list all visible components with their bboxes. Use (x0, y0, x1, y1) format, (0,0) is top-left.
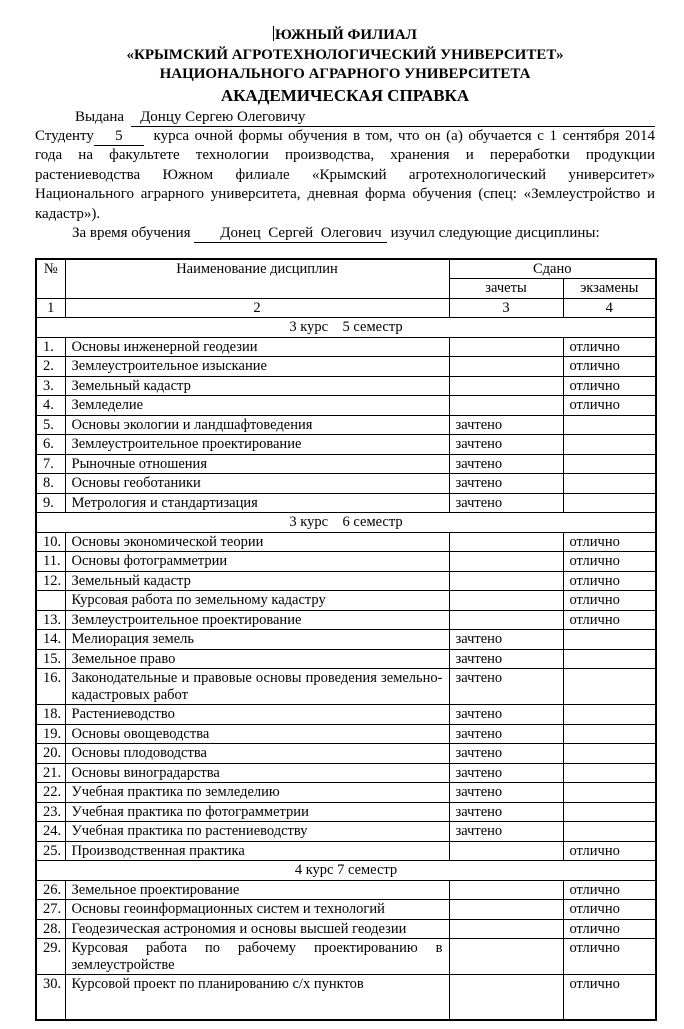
cell-ekzamen: отлично (563, 357, 656, 377)
cell-ekzamen (563, 435, 656, 455)
cell-zachet (449, 900, 563, 920)
cell-num: 23. (36, 802, 65, 822)
discipline-row (36, 939, 656, 975)
cell-zachet: зачтено (449, 493, 563, 513)
cell-ekzamen (563, 744, 656, 764)
cell-zachet (449, 396, 563, 416)
cell-name: Земельный кадастр (65, 376, 449, 396)
cell-name: Основы плодоводства (65, 744, 449, 764)
cell-num: 10. (36, 532, 65, 552)
cell-name: Мелиорация земель (65, 630, 449, 650)
semester-section-row (36, 861, 656, 881)
cell-ekzamen (563, 724, 656, 744)
cell-name: Учебная практика по растениеводству (65, 822, 449, 842)
cell-zachet: зачтено (449, 454, 563, 474)
cell-name: Землеустроительное изыскание (65, 357, 449, 377)
discipline-row (36, 493, 656, 513)
column-numbers-row (36, 298, 656, 318)
cell-name: Учебная практика по земледелию (65, 783, 449, 803)
national-university-line: НАЦИОНАЛЬНОГО АГРАРНОГО УНИВЕРСИТЕТА (159, 66, 531, 82)
cell-num: 8. (36, 474, 65, 494)
cell-num: 4. (36, 396, 65, 416)
cell-num: 27. (36, 900, 65, 920)
cell-num: 11. (36, 552, 65, 572)
cell-zachet: зачтено (449, 415, 563, 435)
cell-num: 13. (36, 610, 65, 630)
cell-name: Метрология и стандартизация (65, 493, 449, 513)
cell-num: 7. (36, 454, 65, 474)
col-header-number: № (36, 259, 65, 299)
cell-name: Основы фотограмметрии (65, 552, 449, 572)
paragraph-lead: Студенту (35, 127, 94, 144)
cell-name: Рыночные отношения (65, 454, 449, 474)
cell-zachet (449, 532, 563, 552)
paragraph-rest: курса очной формы обучения в том, что он (а) обучается с 1 сентября 2014 года на факультете технологии производства, хранения и переработки продукции растениеводства Южном филиале «Крымский агротехнологический университет» Национального аграрного университета, дневная форма обучения (спец: «Землеустройство и кадастр»). (35, 127, 655, 222)
cell-num: 29. (36, 939, 65, 975)
cell-num: 26. (36, 880, 65, 900)
cell-zachet (449, 841, 563, 861)
study-period-label: За время обучения (72, 225, 191, 241)
col-header-credits: зачеты (449, 279, 563, 299)
cell-num (36, 591, 65, 611)
cell-zachet (449, 376, 563, 396)
cell-name: Земледелие (65, 396, 449, 416)
cell-zachet: зачтено (449, 669, 563, 705)
disciplines-tbody (36, 318, 656, 1021)
cell-name: Учебная практика по фотограмметрии (65, 802, 449, 822)
cell-num: 28. (36, 919, 65, 939)
cell-zachet: зачтено (449, 802, 563, 822)
discipline-row (36, 822, 656, 842)
cell-num: 16. (36, 669, 65, 705)
discipline-row (36, 669, 656, 705)
discipline-row (36, 705, 656, 725)
studied-disciplines-line (35, 224, 655, 244)
cell-name: Основы геоботаники (65, 474, 449, 494)
cell-ekzamen: отлично (563, 880, 656, 900)
cell-name: Земельное проектирование (65, 880, 449, 900)
cell-ekzamen: отлично (563, 939, 656, 975)
cell-num: 19. (36, 724, 65, 744)
cell-name: Земельный кадастр (65, 571, 449, 591)
student-name-underlined: Донец Сергей Олегович (194, 225, 386, 243)
column-number: 2 (65, 298, 449, 318)
cell-zachet: зачтено (449, 630, 563, 650)
cell-ekzamen: отлично (563, 610, 656, 630)
semester-title: 4 курс 7 семестр (36, 861, 656, 881)
cell-zachet (449, 939, 563, 975)
cell-ekzamen (563, 454, 656, 474)
cell-name: Растениеводство (65, 705, 449, 725)
discipline-row (36, 841, 656, 861)
cell-name: Основы виноградарства (65, 763, 449, 783)
discipline-row (36, 357, 656, 377)
cell-ekzamen (563, 474, 656, 494)
cell-zachet (449, 571, 563, 591)
cell-name: Землеустроительное проектирование (65, 435, 449, 455)
certificate-body-paragraph (35, 127, 655, 225)
document-title: АКАДЕМИЧЕСКАЯ СПРАВКА (220, 85, 470, 105)
column-number: 4 (563, 298, 656, 318)
org-branch-line (35, 26, 655, 46)
cell-ekzamen: отлично (563, 841, 656, 861)
studied-tail-text: изучил следующие дисциплины: (390, 225, 600, 241)
cell-name: Основы овощеводства (65, 724, 449, 744)
cell-zachet (449, 880, 563, 900)
cell-zachet (449, 919, 563, 939)
semester-section-row (36, 318, 656, 338)
cell-num: 3. (36, 376, 65, 396)
cell-zachet: зачтено (449, 649, 563, 669)
cell-num: 2. (36, 357, 65, 377)
cell-ekzamen (563, 822, 656, 842)
discipline-row (36, 396, 656, 416)
disciplines-table-head (36, 259, 656, 318)
discipline-row (36, 610, 656, 630)
discipline-row (36, 435, 656, 455)
cell-num: 30. (36, 975, 65, 1021)
cell-name: Основы экологии и ландшафтоведения (65, 415, 449, 435)
cell-num: 15. (36, 649, 65, 669)
cell-ekzamen (563, 415, 656, 435)
column-number: 3 (449, 298, 563, 318)
discipline-row (36, 474, 656, 494)
text-caret (273, 26, 274, 41)
discipline-row (36, 802, 656, 822)
col-header-passed: Сдано (449, 259, 656, 279)
cell-ekzamen: отлично (563, 975, 656, 1021)
cell-num: 14. (36, 630, 65, 650)
discipline-row (36, 337, 656, 357)
issued-label: Выдана (75, 108, 125, 125)
discipline-row (36, 571, 656, 591)
cell-ekzamen (563, 802, 656, 822)
cell-num: 9. (36, 493, 65, 513)
cell-num: 24. (36, 822, 65, 842)
cell-name: Землеустроительное проектирование (65, 610, 449, 630)
course-number-underlined: 5 (94, 128, 144, 146)
semester-title: 3 курс 6 семестр (36, 513, 656, 533)
cell-name: Основы инженерной геодезии (65, 337, 449, 357)
col-header-discipline: Наименование дисциплин (65, 259, 449, 299)
cell-num: 25. (36, 841, 65, 861)
cell-zachet: зачтено (449, 474, 563, 494)
cell-zachet: зачтено (449, 822, 563, 842)
cell-ekzamen: отлично (563, 591, 656, 611)
cell-num: 21. (36, 763, 65, 783)
discipline-row (36, 591, 656, 611)
cell-zachet: зачтено (449, 763, 563, 783)
cell-name: Законодательные и правовые основы проведения земельно-кадастровых работ (65, 669, 449, 705)
cell-ekzamen: отлично (563, 376, 656, 396)
university-name-line: «КРЫМСКИЙ АГРОТЕХНОЛОГИЧЕСКИЙ УНИВЕРСИТЕТ» (126, 46, 564, 63)
cell-ekzamen (563, 705, 656, 725)
discipline-row (36, 783, 656, 803)
cell-zachet (449, 975, 563, 1021)
discipline-row (36, 880, 656, 900)
cell-zachet (449, 357, 563, 377)
org-branch-text: ЮЖНЫЙ ФИЛИАЛ (275, 27, 417, 43)
discipline-row (36, 376, 656, 396)
cell-name: Основы геоинформационных систем и технологий (65, 900, 449, 920)
cell-zachet: зачтено (449, 783, 563, 803)
cell-zachet (449, 337, 563, 357)
cell-ekzamen (563, 763, 656, 783)
cell-name: Производственная практика (65, 841, 449, 861)
cell-zachet: зачтено (449, 744, 563, 764)
disciplines-table (35, 258, 657, 1022)
discipline-row (36, 630, 656, 650)
cell-ekzamen (563, 630, 656, 650)
cell-name: Курсовая работа по земельному кадастру (65, 591, 449, 611)
cell-zachet: зачтено (449, 724, 563, 744)
discipline-row (36, 975, 656, 1021)
discipline-row (36, 552, 656, 572)
cell-ekzamen (563, 669, 656, 705)
cell-ekzamen: отлично (563, 396, 656, 416)
cell-zachet (449, 552, 563, 572)
cell-ekzamen (563, 493, 656, 513)
discipline-row (36, 744, 656, 764)
cell-zachet (449, 591, 563, 611)
cell-ekzamen: отлично (563, 919, 656, 939)
discipline-row (36, 763, 656, 783)
semester-title: 3 курс 5 семестр (36, 318, 656, 338)
col-header-exams: экзамены (563, 279, 656, 299)
discipline-row (36, 415, 656, 435)
cell-zachet (449, 610, 563, 630)
cell-name: Геодезическая астрономия и основы высшей геодезии (65, 919, 449, 939)
cell-ekzamen: отлично (563, 552, 656, 572)
cell-num: 1. (36, 337, 65, 357)
cell-num: 12. (36, 571, 65, 591)
discipline-row (36, 900, 656, 920)
issued-to-line (35, 107, 655, 127)
discipline-row (36, 724, 656, 744)
cell-num: 6. (36, 435, 65, 455)
cell-zachet: зачтено (449, 435, 563, 455)
cell-ekzamen (563, 783, 656, 803)
column-number: 1 (36, 298, 65, 318)
cell-ekzamen: отлично (563, 532, 656, 552)
discipline-row (36, 454, 656, 474)
cell-zachet: зачтено (449, 705, 563, 725)
issued-name-underlined: Донцу Сергею Олеговичу (131, 107, 655, 127)
cell-ekzamen: отлично (563, 900, 656, 920)
table-header-row (36, 259, 656, 279)
cell-ekzamen (563, 649, 656, 669)
discipline-row (36, 919, 656, 939)
cell-ekzamen: отлично (563, 337, 656, 357)
discipline-row (36, 649, 656, 669)
semester-section-row (36, 513, 656, 533)
cell-num: 5. (36, 415, 65, 435)
cell-name: Земельное право (65, 649, 449, 669)
cell-num: 20. (36, 744, 65, 764)
discipline-row (36, 532, 656, 552)
cell-num: 18. (36, 705, 65, 725)
document-header (35, 26, 655, 106)
cell-ekzamen: отлично (563, 571, 656, 591)
cell-num: 22. (36, 783, 65, 803)
cell-name: Курсовой проект по планированию с/х пунктов (65, 975, 449, 1021)
cell-name: Курсовая работа по рабочему проектированию в землеустройстве (65, 939, 449, 975)
cell-name: Основы экономической теории (65, 532, 449, 552)
